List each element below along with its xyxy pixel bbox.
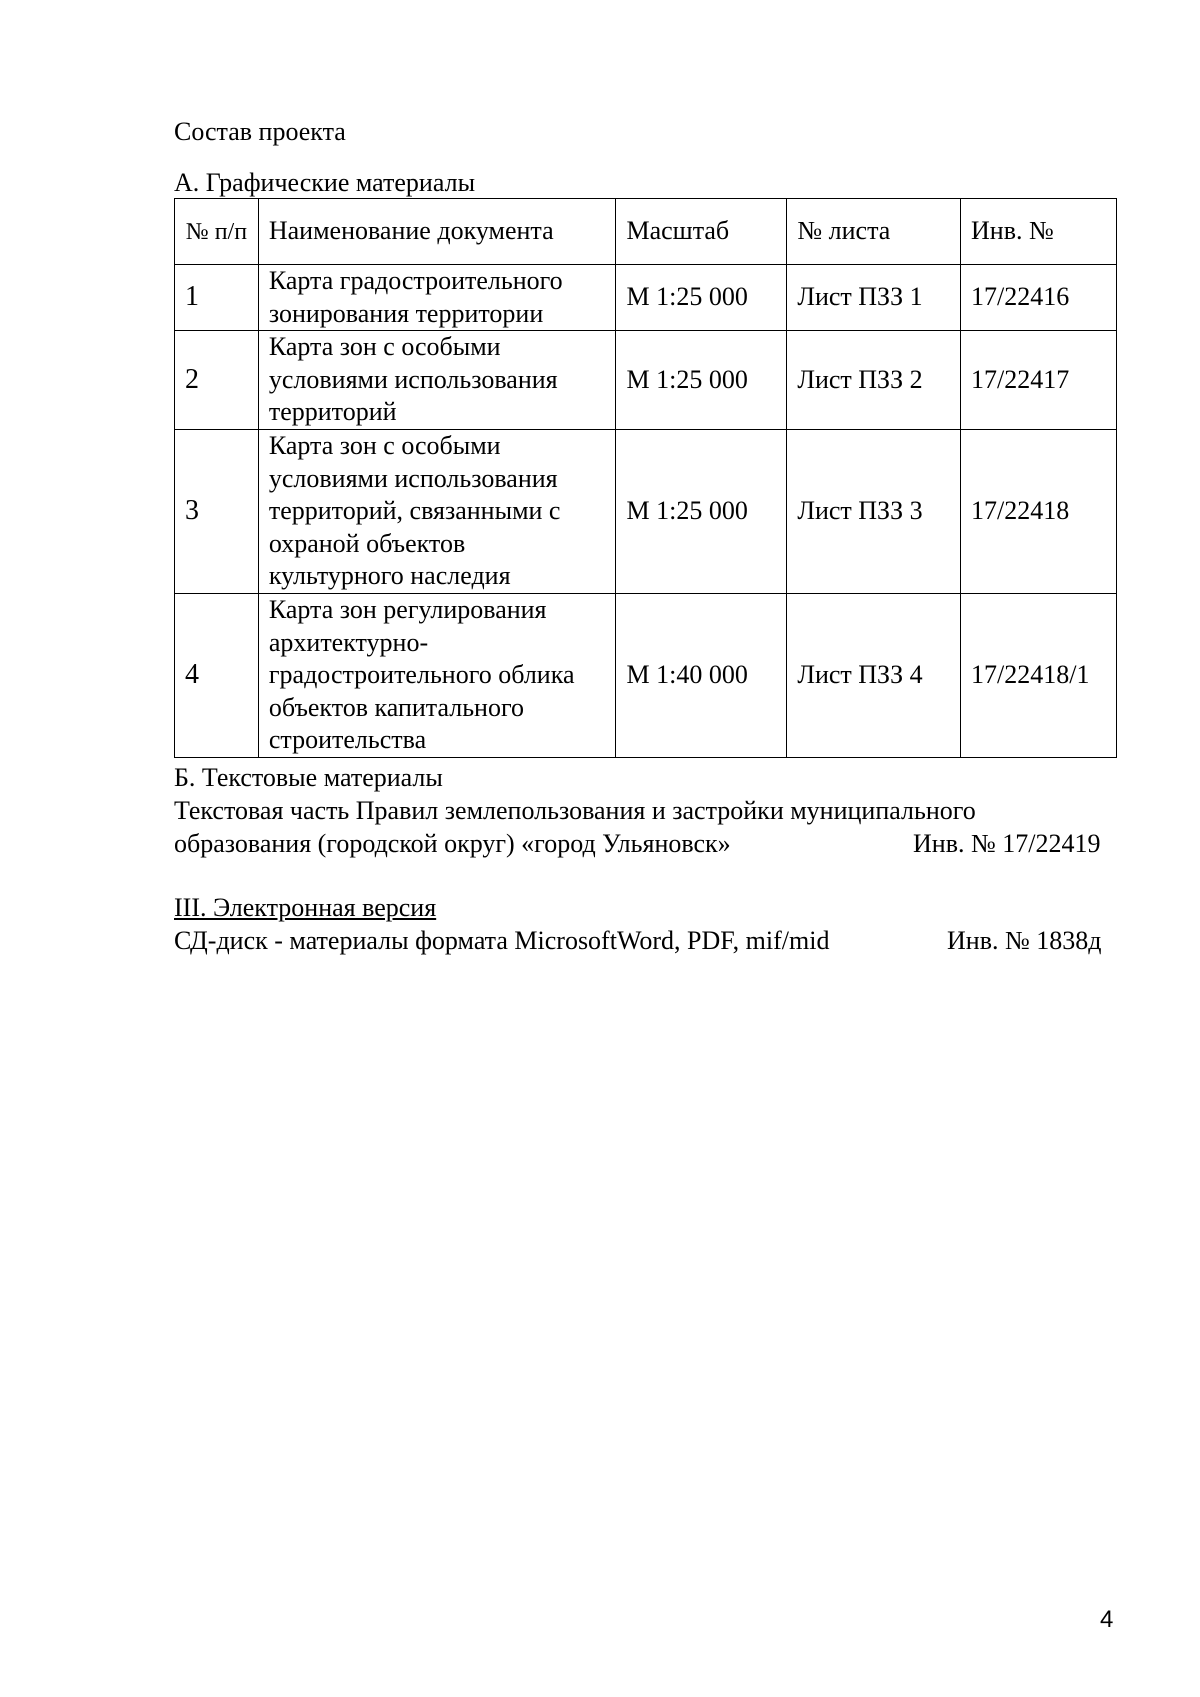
row-scale: М 1:25 000	[616, 265, 787, 331]
row-sheet: Лист ПЗЗ 1	[787, 265, 961, 331]
row-inv: 17/22418/1	[961, 594, 1117, 758]
section-b-line-1: Текстовая часть Правил землепользования и застройки муниципального	[174, 796, 976, 825]
header-inv: Инв. №	[961, 199, 1117, 265]
row-name: Карта зон с особыми условиями использования территорий, связанными с охраной объектов культурного наследия	[258, 430, 616, 594]
row-sheet: Лист ПЗЗ 2	[787, 331, 961, 430]
header-scale: Масштаб	[616, 199, 787, 265]
row-inv: 17/22416	[961, 265, 1117, 331]
row-num: 2	[175, 331, 259, 430]
row-scale: М 1:40 000	[616, 594, 787, 758]
page-number: 4	[1100, 1606, 1114, 1633]
row-num: 4	[175, 594, 259, 758]
section-c-line: СД-диск - материалы формата MicrosoftWord, PDF, mif/mid	[174, 926, 830, 955]
table-header-row	[175, 199, 1117, 265]
section-c-inventory: Инв. № 1838д	[947, 926, 1102, 955]
table-row	[175, 265, 1117, 331]
header-num: № п/п	[175, 199, 259, 265]
row-inv: 17/22418	[961, 430, 1117, 594]
row-inv: 17/22417	[961, 331, 1117, 430]
section-c-title: III. Электронная версия	[174, 893, 437, 922]
table-row	[175, 594, 1117, 758]
row-num: 1	[175, 265, 259, 331]
row-sheet: Лист ПЗЗ 4	[787, 594, 961, 758]
row-name: Карта градостроительного зонирования территории	[258, 265, 616, 331]
table-row	[175, 430, 1117, 594]
header-name: Наименование документа	[258, 199, 616, 265]
row-name: Карта зон регулирования архитектурно-градостроительного облика объектов капитального строительства	[258, 594, 616, 758]
row-sheet: Лист ПЗЗ 3	[787, 430, 961, 594]
header-sheet: № листа	[787, 199, 961, 265]
section-b-inventory: Инв. № 17/22419	[913, 829, 1101, 858]
document-heading: Состав проекта	[174, 117, 346, 146]
row-name: Карта зон с особыми условиями использования территорий	[258, 331, 616, 430]
row-num: 3	[175, 430, 259, 594]
section-a-title: А. Графические материалы	[174, 168, 476, 197]
section-b-line-2: образования (городской округ) «город Ульяновск»	[174, 829, 731, 858]
section-b-title: Б. Текстовые материалы	[174, 763, 443, 792]
row-scale: М 1:25 000	[616, 430, 787, 594]
row-scale: М 1:25 000	[616, 331, 787, 430]
table-row	[175, 331, 1117, 430]
graphic-materials-table	[174, 198, 1117, 758]
